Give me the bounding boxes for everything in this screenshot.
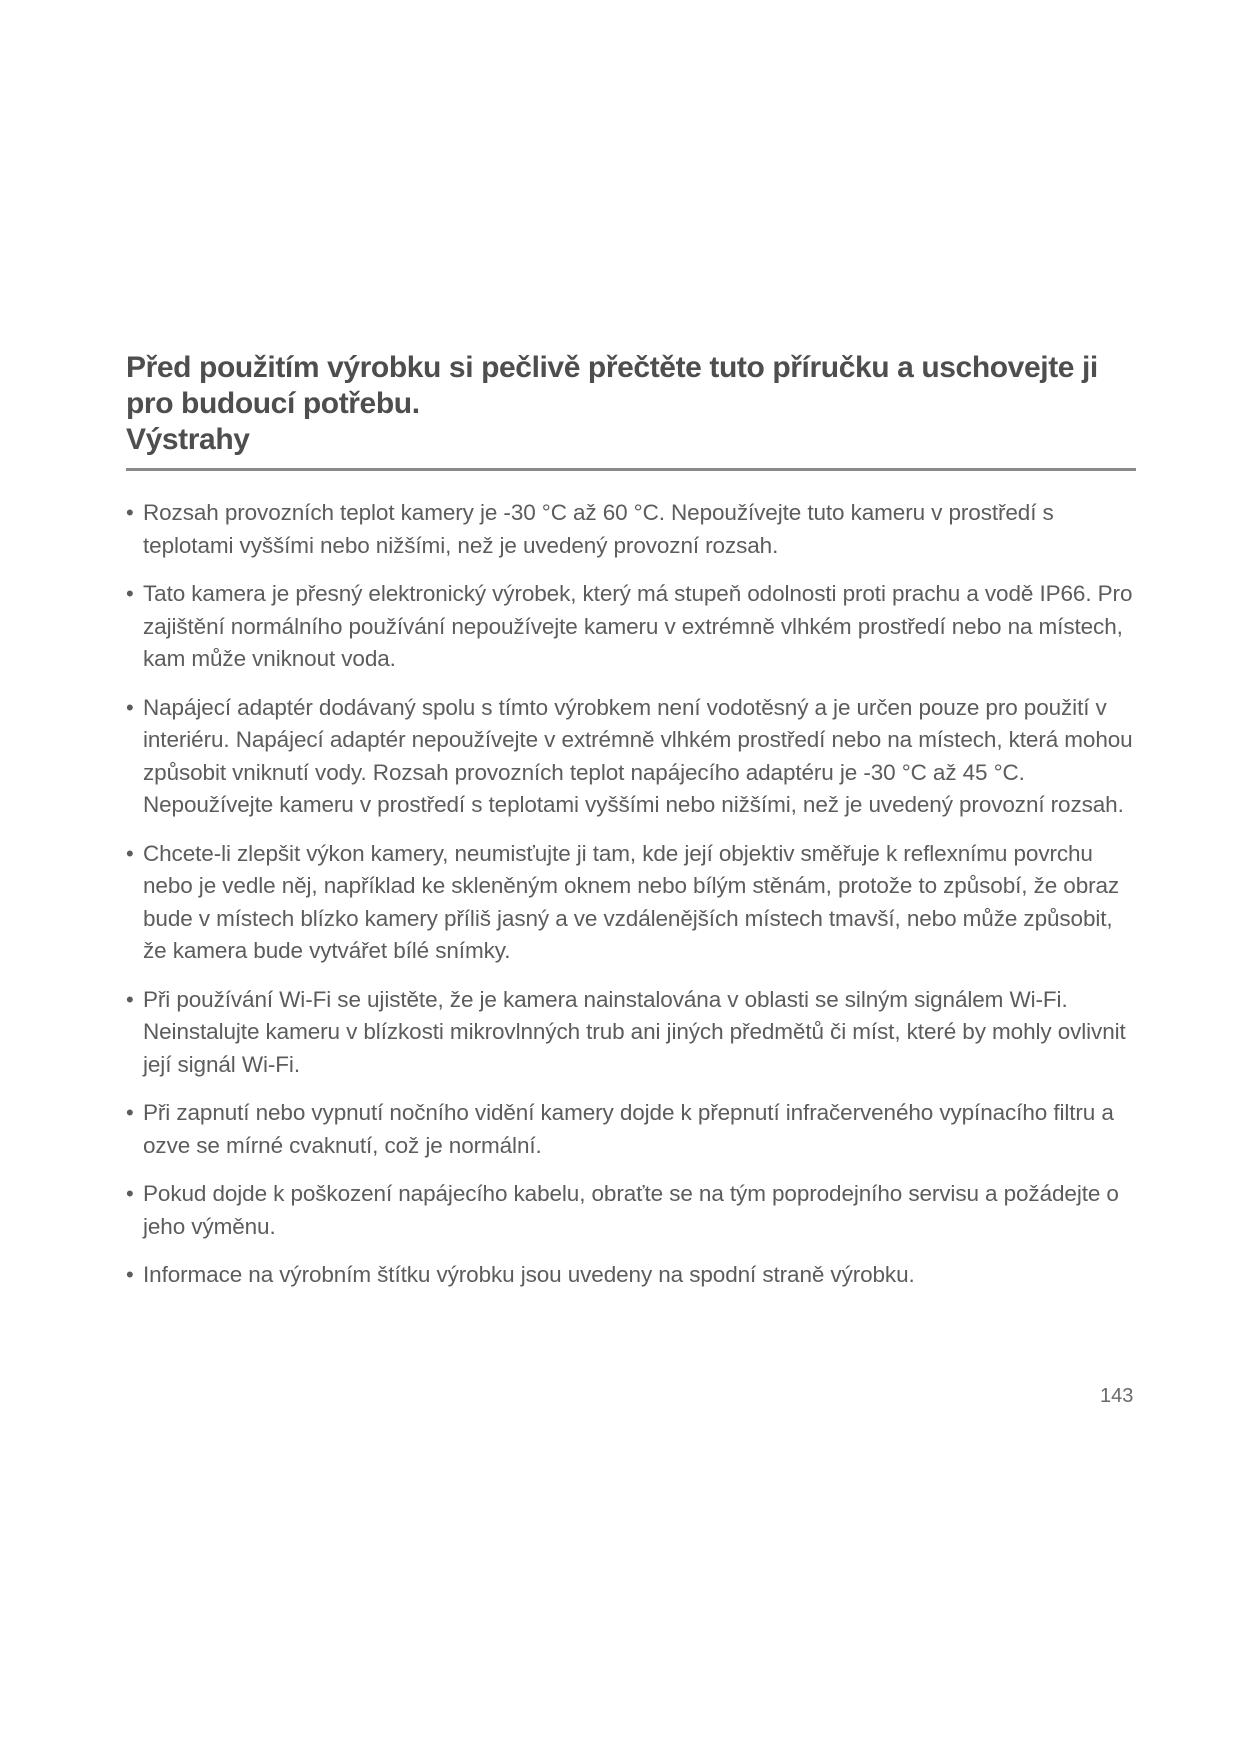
intro-heading: Před použitím výrobku si pečlivě přečtěte tuto příručku a uschovejte ji pro budoucí potřebu. [126,351,1098,420]
warning-text: Při zapnutí nebo vypnutí nočního vidění kamery dojde k přepnutí infračerveného vypínacího filtru a ozve se mírné cvaknutí, což je normální. [143,1100,1114,1158]
bullet-icon: • [126,581,134,606]
section-title-warnings: Výstrahy [126,423,250,456]
warning-item [126,1178,1136,1243]
warning-item [126,578,1136,676]
bullet-icon: • [126,1262,134,1287]
warning-item [126,1259,1136,1292]
warning-item [126,984,1136,1082]
bullet-icon: • [126,694,134,720]
warning-item [126,497,1136,562]
section-divider [126,468,1136,471]
bullet-icon: • [126,840,134,866]
page-number: 143 [1100,1385,1134,1407]
bullet-icon: • [126,1100,134,1125]
bullet-icon: • [126,986,134,1012]
warning-text: Pokud dojde k poškození napájecího kabelu, obraťte se na tým poprodejního servisu a požádejte o jeho výměnu. [143,1181,1119,1239]
warning-text: Napájecí adaptér dodávaný spolu s tímto výrobkem není vodotěsný a je určen pouze pro použití v interiéru. Napájecí adaptér nepoužívejte v extrémně vlhkém prostředí nebo na místech, která mohou způsobit vniknutí vody. Rozsah provozních teplot napájecího adaptéru je -30 °C až 45 °C. Nepoužívejte kameru v prostředí s teplotami vyššími nebo nižšími, než je uvedený provozní rozsah. [143,694,1133,817]
warnings-list [126,497,1136,1292]
warning-item [126,1097,1136,1162]
bullet-icon: • [126,500,134,525]
warning-text: Chcete-li zlepšit výkon kamery, neumisťujte ji tam, kde její objektiv směřuje k reflexnímu povrchu nebo je vedle něj, například ke skleněným oknem nebo bílým stěnám, protože to způsobí, že obraz bude v místech blízko kamery příliš jasný a ve vzdálenějších místech tmavší, nebo může způsobit, že kamera bude vytvářet bílé snímky. [143,840,1120,963]
warning-text: Rozsah provozních teplot kamery je -30 °C až 60 °C. Nepoužívejte tuto kameru v prostředí s teplotami vyššími nebo nižšími, než je uvedený provozní rozsah. [143,500,1054,558]
bullet-icon: • [126,1181,134,1206]
warning-item [126,692,1136,822]
warning-text: Tato kamera je přesný elektronický výrobek, který má stupeň odolnosti proti prachu a vodě IP66. Pro zajištění normálního používání nepoužívejte kameru v extrémně vlhkém prostředí nebo na místech, kam může vniknout voda. [143,581,1133,671]
warning-text: Informace na výrobním štítku výrobku jsou uvedeny na spodní straně výrobku. [143,1262,915,1287]
document-body [126,350,1136,1308]
warning-text: Při používání Wi-Fi se ujistěte, že je kamera nainstalována v oblasti se silným signálem Wi-Fi. Neinstalujte kameru v blízkosti mikrovlnných trub ani jiných předmětů či míst, které by mohly ovlivnit její signál Wi-Fi. [143,986,1126,1077]
warning-item [126,838,1136,968]
